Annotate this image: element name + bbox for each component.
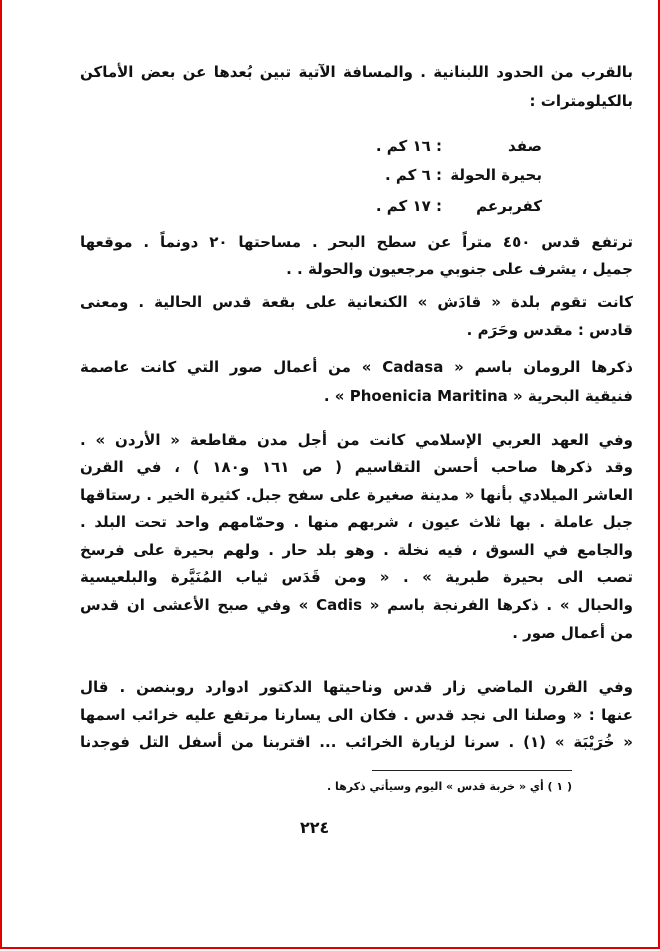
text-line: تصب الى بحيرة طبرية » . « ومن قَدَس ثياب المُنَيَّرة والبلعيسية (80, 568, 633, 586)
distance-place: صفد (508, 137, 542, 155)
distance-place: بحيرة الحولة (450, 166, 542, 184)
text-line: فنيقية البحرية « Phoenicia Maritina » . (323, 387, 633, 405)
text-line: « خُرَيْبَة » (١) . سرنا لزيارة الخرائب ... اقتربنا من أسفل التل فوجدنا (80, 733, 633, 751)
text-line: وفي العهد العربي الإسلامي كانت من أجل مدن مقاطعة « الأردن » . (80, 431, 633, 449)
text-line: عنها : « وصلنا الى نجد قدس . فكان الى يسارنا مرتفع عليه خرائب اسمها (80, 706, 633, 724)
text-line: كانت تقوم بلدة « قادَش » الكنعانية على بقعة قدس الحالية . ومعنى (80, 293, 633, 311)
distance-value: : ٦ كم . (384, 166, 442, 184)
distance-row (342, 197, 542, 217)
distance-value: : ١٧ كم . (375, 197, 442, 215)
text-line: والحبال » . ذكرها الفرنجة باسم « Cadis » وفي صبح الأعشى ان قدس (80, 596, 633, 614)
distance-row (342, 166, 542, 186)
text-line: وقد ذكرها صاحب أحسن التقاسيم ( ص ١٦١ و١٨٠ ) ، في القرن (80, 458, 633, 476)
page-number: ٢٢٤ (300, 818, 330, 837)
text-line: ذكرها الرومان باسم « Cadasa » من أعمال صور التي كانت عاصمة (80, 358, 633, 376)
text-line: جبل عاملة . بها ثلاث عيون ، شربهم منها . وحمّامهم واحد تحت البلد . (80, 513, 633, 531)
text-line: وفي القرن الماضي زار قدس وناحيتها الدكتور ادوارد روبنصن . قال (80, 678, 633, 696)
distance-row (342, 137, 542, 157)
text-line: من أعمال صور . (512, 624, 633, 642)
footnote-separator (372, 770, 572, 771)
text-line: قادس : مقدس وحَرَم . (466, 321, 633, 339)
text-line: العاشر الميلادي بأنها « مدينة صغيرة على سفح جبل. كثيرة الخير . رستاقها (80, 486, 633, 504)
text-line: بالكيلومترات : (529, 92, 633, 110)
text-line: بالقرب من الحدود اللبنانية . والمسافة الآتية تبين بُعدها عن بعض الأماكن (80, 63, 633, 81)
text-line: والجامع في السوق ، فيه نخلة . وهو بلد حار . ولهم بحيرة على فرسخ (80, 541, 633, 559)
distance-value: : ١٦ كم . (375, 137, 442, 155)
text-line: ترتفع قدس ٤٥٠ متراً عن سطح البحر . مساحتها ٢٠ دونماً . موقعها (80, 233, 633, 251)
footnote: ( ١ ) أي « خربة قدس » اليوم وسيأتي ذكرها . (327, 780, 572, 793)
distance-place: كفربرعم (476, 197, 542, 215)
text-line: جميل ، يشرف على جنوبي مرجعيون والحولة . . (286, 260, 633, 278)
